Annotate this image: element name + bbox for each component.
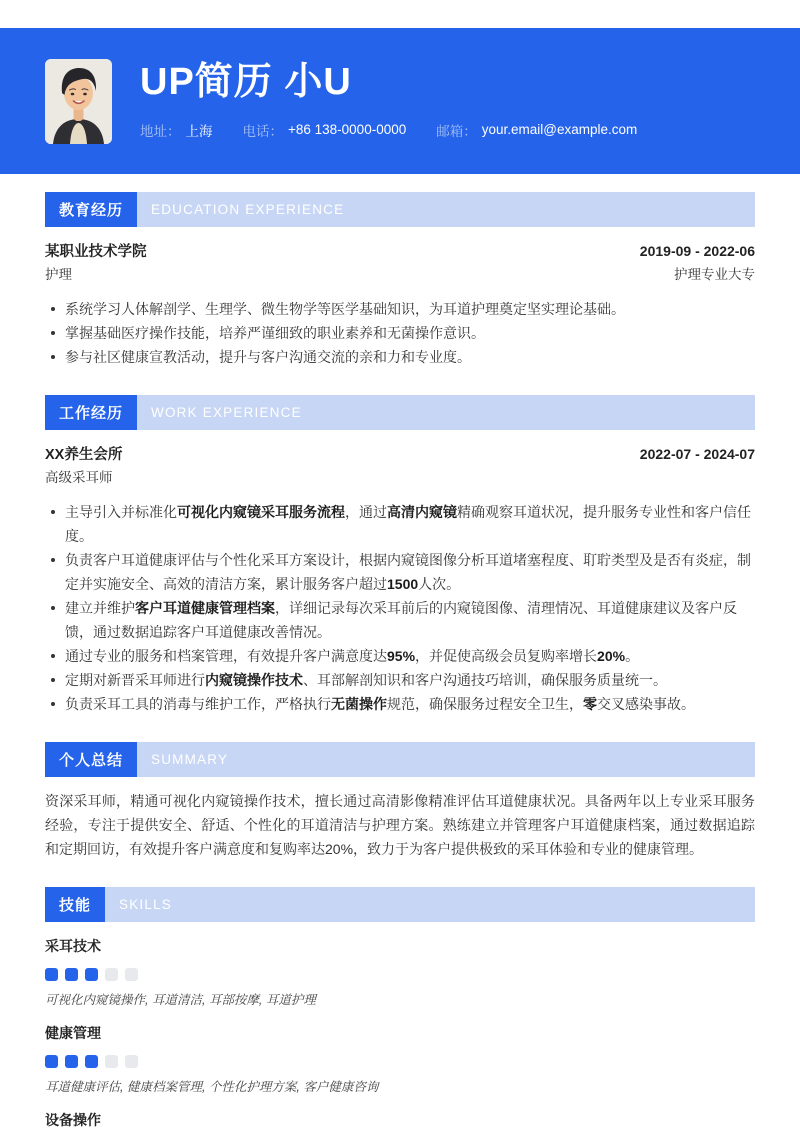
skill-square-empty	[125, 1055, 138, 1068]
skill-name: 健康管理	[45, 1025, 101, 1041]
header-banner	[0, 28, 800, 174]
bullet-item	[45, 321, 755, 345]
skill-square-empty	[105, 1055, 118, 1068]
skill-square-empty	[125, 968, 138, 981]
section-title-en-education: EDUCATION EXPERIENCE	[151, 202, 345, 217]
bullet-item	[45, 692, 755, 716]
bullet-text: 负责采耳工具的消毒与维护工作，严格执行无菌操作规范，确保服务过程安全卫生，零交叉感染事故。	[65, 696, 695, 712]
work-entry-sub	[45, 466, 755, 490]
education-entry-head	[45, 240, 755, 263]
bullet-text: 定期对新晋采耳师进行内窥镜操作技术、耳部解剖知识和客户沟通技巧培训，确保服务质量统一。	[65, 672, 667, 688]
resume-content	[0, 192, 800, 1130]
section-badge-skills: 技能	[45, 887, 105, 922]
bullet-item	[45, 644, 755, 668]
bullet-dot-icon	[51, 307, 55, 311]
bullet-text: 掌握基础医疗操作技能，培养严谨细致的职业素养和无菌操作意识。	[65, 325, 485, 341]
profile-photo-illustration	[45, 59, 112, 144]
bullet-item	[45, 345, 755, 369]
section-badge-work: 工作经历	[45, 395, 137, 430]
education-degree: 护理专业大专	[674, 267, 755, 282]
contact-label: 邮箱：	[436, 123, 477, 139]
contact-value: 上海	[185, 123, 213, 139]
work-dates: 2022-07 - 2024-07	[639, 446, 755, 462]
skill-item	[45, 937, 755, 1009]
bullet-text: 通过专业的服务和档案管理，有效提升客户满意度达95%，并促使高级会员复购率增长20%。	[65, 648, 640, 664]
education-major: 护理	[45, 267, 72, 282]
bullet-text: 建立并维护客户耳道健康管理档案，详细记录每次采耳前后的内窥镜图像、清理情况、耳道健康建议及客户反馈，通过数据追踪客户耳道健康改善情况。	[65, 600, 737, 640]
skill-item	[45, 1111, 755, 1130]
bullet-item	[45, 500, 755, 548]
work-bullet-list	[45, 500, 755, 716]
skill-square-filled	[45, 968, 58, 981]
bullet-dot-icon	[51, 558, 55, 562]
skill-square-filled	[45, 1055, 58, 1068]
section-badge-summary: 个人总结	[45, 742, 137, 777]
section-header-work	[45, 395, 755, 430]
job-title: 高级采耳师	[45, 470, 113, 485]
section-title-en-skills: SKILLS	[119, 897, 172, 912]
company-name: XX养生会所	[45, 447, 123, 463]
skill-square-filled	[85, 968, 98, 981]
education-entry-sub	[45, 263, 755, 287]
bullet-dot-icon	[51, 654, 55, 658]
contact-row	[140, 120, 667, 140]
bullet-text: 系统学习人体解剖学、生理学、微生物学等医学基础知识，为耳道护理奠定坚实理论基础。	[65, 301, 625, 317]
section-header-summary	[45, 742, 755, 777]
contact-label: 地址：	[140, 123, 181, 139]
skill-level-indicator	[45, 1055, 755, 1068]
skill-item	[45, 1024, 755, 1096]
summary-text: 资深采耳师，精通可视化内窥镜操作技术，擅长通过高清影像精准评估耳道健康状况。具备两年以上专业采耳服务经验，专注于提供安全、舒适、个性化的耳道清洁与护理方案。熟练建立并管理客户耳道健康档案，通过数据追踪和定期回访，有效提升客户满意度和复购率达20%，致力于为客户提供极致的采耳体验和专业的健康管理。	[45, 793, 755, 857]
bullet-dot-icon	[51, 331, 55, 335]
bullet-text: 参与社区健康宣教活动，提升与客户沟通交流的亲和力和专业度。	[65, 349, 471, 365]
bullet-dot-icon	[51, 606, 55, 610]
bullet-text: 负责客户耳道健康评估与个性化采耳方案设计，根据内窥镜图像分析耳道堵塞程度、耵聍类型及是否有炎症，制定并实施安全、高效的清洁方案，累计服务客户超过1500人次。	[65, 552, 751, 592]
skill-keywords: 可视化内窥镜操作, 耳道清洁, 耳部按摩, 耳道护理	[45, 993, 316, 1007]
section-title-en-summary: SUMMARY	[151, 752, 229, 767]
skill-name: 设备操作	[45, 1112, 101, 1128]
bullet-dot-icon	[51, 678, 55, 682]
contact-value: +86 138-0000-0000	[288, 122, 407, 138]
contact-label: 电话：	[242, 123, 283, 139]
section-title-en-work: WORK EXPERIENCE	[151, 405, 302, 420]
skill-square-filled	[65, 1055, 78, 1068]
candidate-name: UP简历 小U	[140, 61, 352, 104]
section-header-skills	[45, 887, 755, 922]
contact-item	[243, 120, 407, 140]
skill-keywords: 耳道健康评估, 健康档案管理, 个性化护理方案, 客户健康咨询	[45, 1080, 379, 1094]
skills-list	[45, 937, 755, 1130]
skill-square-filled	[65, 968, 78, 981]
section-badge-education: 教育经历	[45, 192, 137, 227]
profile-photo	[45, 59, 112, 144]
bullet-item	[45, 548, 755, 596]
education-bullet-list	[45, 297, 755, 369]
school-name: 某职业技术学院	[45, 244, 147, 260]
contact-item	[140, 120, 213, 140]
skill-square-filled	[85, 1055, 98, 1068]
bullet-text: 主导引入并标准化可视化内窥镜采耳服务流程，通过高清内窥镜精确观察耳道状况，提升服务专业性和客户信任度。	[65, 504, 751, 544]
work-entry-head	[45, 443, 755, 466]
contact-item	[436, 120, 637, 140]
section-header-education	[45, 192, 755, 227]
skill-square-empty	[105, 968, 118, 981]
bullet-item	[45, 297, 755, 321]
contact-value: your.email@example.com	[481, 122, 638, 138]
skill-name: 采耳技术	[45, 938, 101, 954]
education-dates: 2019-09 - 2022-06	[639, 243, 755, 259]
bullet-dot-icon	[51, 355, 55, 359]
skill-level-indicator	[45, 968, 755, 981]
bullet-item	[45, 668, 755, 692]
bullet-item	[45, 596, 755, 644]
bullet-dot-icon	[51, 702, 55, 706]
bullet-dot-icon	[51, 510, 55, 514]
header-main	[140, 62, 667, 140]
